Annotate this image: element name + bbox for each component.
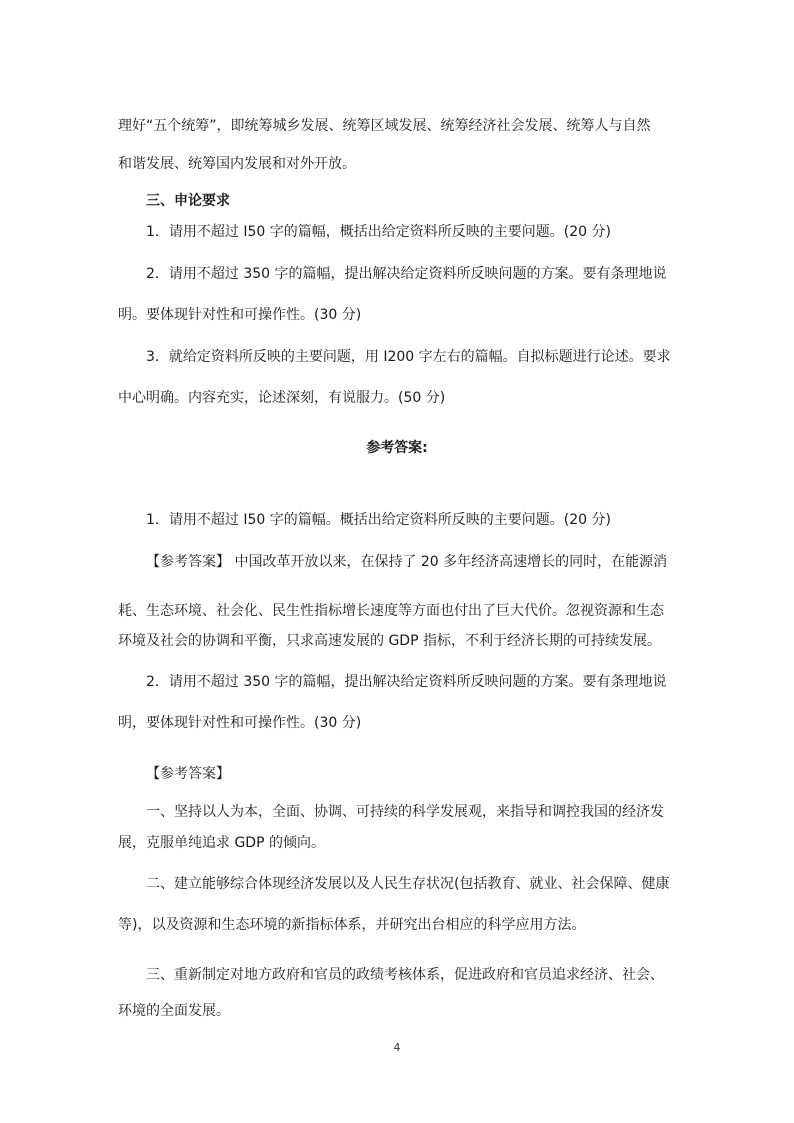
paragraph-line: 和谐发展、统筹国内发展和对外开放。 xyxy=(118,156,356,172)
paragraph-line: 明，要体现针对性和可操作性。(30 分) xyxy=(118,715,362,731)
paragraph-line: 明。要体现针对性和可操作性。(30 分) xyxy=(118,307,362,323)
answer-point: 二、建立能够综合体现经济发展以及人民生存状况(包括教育、就业、社会保障、健康 xyxy=(146,876,670,892)
section-heading: 三、申论要求 xyxy=(146,193,230,209)
page-number: 4 xyxy=(393,1041,401,1054)
requirement-item: 2．请用不超过 350 字的篇幅，提出解决给定资料所反映问题的方案。要有条理地说 xyxy=(146,266,667,282)
paragraph-line: 展，克服单纯追求 GDP 的倾向。 xyxy=(118,835,325,851)
paragraph-line: 中心明确。内容充实，论述深刻，有说服力。(50 分) xyxy=(118,390,446,406)
paragraph-line: 耗、生态环境、社会化、民生性指标增长速度等方面也付出了巨大代价。忽视资源和生态 xyxy=(118,603,664,619)
answer-label: 【参考答案】 xyxy=(146,766,230,782)
paragraph-line: 环境及社会的协调和平衡，只求高速发展的 GDP 指标，不利于经济长期的可持续发展。 xyxy=(118,633,661,649)
answer-point: 一、坚持以人为本，全面、协调、可持续的科学发展观，来指导和调控我国的经济发 xyxy=(146,804,664,820)
requirement-item: 1．请用不超过 I50 字的篇幅，概括出给定资料所反映的主要问题。(20 分) xyxy=(146,224,611,240)
question-item: 1．请用不超过 I50 字的篇幅。概括出给定资料所反映的主要问题。(20 分) xyxy=(146,512,611,528)
question-item: 2．请用不超过 350 字的篇幅，提出解决给定资料所反映问题的方案。要有条理地说 xyxy=(146,674,667,690)
answer-point: 三、重新制定对地方政府和官员的政绩考核体系，促进政府和官员追求经济、社会、 xyxy=(146,967,664,983)
paragraph-line: 等)，以及资源和生态环境的新指标体系，并研究出台相应的科学应用方法。 xyxy=(118,917,586,933)
answer-heading: 参考答案: xyxy=(366,440,428,456)
requirement-item: 3．就给定资料所反映的主要问题，用 I200 字左右的篇幅。自拟标题进行论述。要求 xyxy=(146,349,671,365)
paragraph-line: 环境的全面发展。 xyxy=(118,1003,230,1019)
paragraph-line: 理好“五个统筹”，即统筹城乡发展、统筹区域发展、统筹经济社会发展、统筹人与自然 xyxy=(118,118,651,134)
answer-paragraph: 【参考答案】 中国改革开放以来，在保持了 20 多年经济高速增长的同时，在能源消 xyxy=(146,554,668,570)
